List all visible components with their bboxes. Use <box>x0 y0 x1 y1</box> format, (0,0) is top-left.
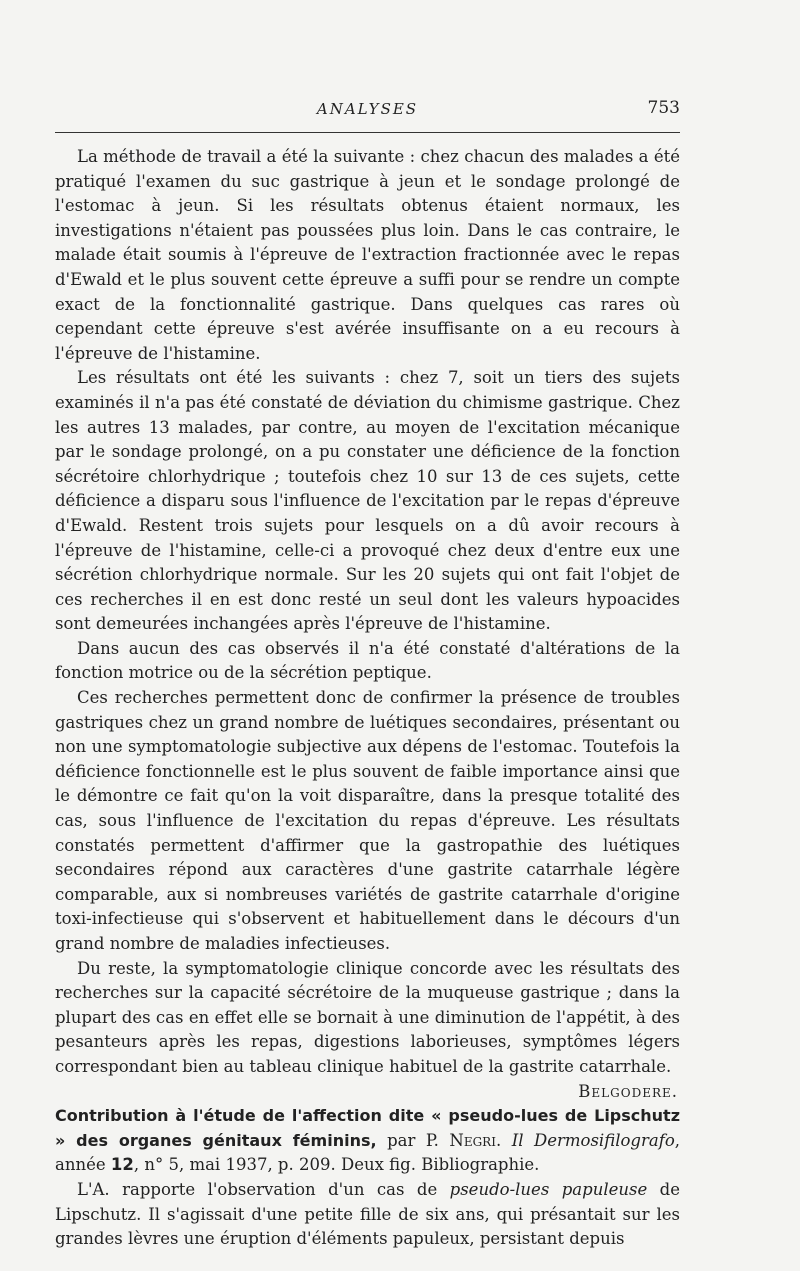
paragraph: Du reste, la symptomatologie clinique concorde avec les résultats des recherches sur la capacité sécrétoire de la muqueuse gastrique ; dans la plupart des cas en effet elle se bornait à une diminution de l'appétit, à des pesanteurs après les repas, digestions laborieuses, symptômes légers correspondant bien au tableau clinique habituel de la gastrite catarrhale. <box>55 958 680 1076</box>
paragraph <box>55 1178 680 1252</box>
body-text <box>55 145 680 1252</box>
article-text-end: de Lipschutz. Il s'agissait d'une petite fille de six ans, qui présantait sur les grandes lèvres une éruption d'éléments papuleux, persistant depuis <box>55 1179 680 1249</box>
paragraph: Dans aucun des cas observés il n'a été constaté d'altérations de la fonction motrice ou de la sécrétion peptique. <box>55 638 680 683</box>
article-text-italic: pseudo-lues papuleuse <box>449 1179 648 1199</box>
page-number: 753 <box>647 98 680 118</box>
paragraph: Les résultats ont été les suivants : chez 7, soit un tiers des sujets examinés il n'a pas été constaté de déviation du chimisme gastrique. Chez les autres 13 malades, par contre, au moyen de l'excitation mécanique par le sondage prolongé, on a pu constater une déficience de la fonction sécrétoire chlorhydrique ; toutefois chez 10 sur 13 de ces sujets, cette déficience a disparu sous l'influence de l'excitation par le repas d'épreuve d'Ewald. Restent trois sujets pour lesquels on a dû avoir recours à l'épreuve de l'histamine, celle-ci a provoqué chez deux d'entre eux une sécrétion chlorhydrique normale. Sur les 20 sujets qui ont fait l'objet de ces recherches il en est donc resté un seul dont les valeurs hypoacides sont demeurées inchangées après l'épreuve de l'histamine. <box>55 368 680 634</box>
article-journal: Il Dermosifilografo <box>511 1130 675 1150</box>
paragraph: La méthode de travail a été la suivante : chez chacun des malades a été pratiqué l'examen du suc gastrique à jeun et le sondage prolongé de l'estomac à jeun. Si les résultats obtenus étaient normaux, les investigations n'étaient pas poussées plus loin. Dans le cas contraire, le malade était soumis à l'épreuve de l'extraction fractionnée avec le repas d'Ewald et le plus souvent cette épreuve a suffi pour se rendre un compte exact de la fonctionnalité gastrique. Dans quelques cas rares où cependant cette épreuve s'est avérée insuffisante on a eu recours à l'épreuve de l'histamine. <box>55 147 680 363</box>
article-heading <box>55 1104 680 1178</box>
running-title: ANALYSES <box>316 100 419 118</box>
header-rule <box>55 132 680 133</box>
article-author-sep: . <box>495 1130 512 1150</box>
article-annee-label: , année <box>55 1130 681 1175</box>
article-title: Contribution à l'étude de l'affection dite « pseudo-lues de Lipschutz » des organes génitaux féminins, <box>55 1106 680 1150</box>
article-issue: , n° 5, mai 1937, p. 209. Deux fig. Bibliographie. <box>133 1155 540 1175</box>
article-text-start: L'A. rapporte l'observation d'un cas de <box>77 1179 450 1199</box>
running-head <box>55 98 680 124</box>
signature: Belgodere. <box>578 1081 678 1101</box>
article-author: Negri <box>449 1130 496 1150</box>
article-by: par P. <box>376 1130 450 1150</box>
paragraph: Ces recherches permettent donc de confirmer la présence de troubles gastriques chez un grand nombre de luétiques secondaires, présentant ou non une symptomatologie subjective aux dépens de l'estomac. Toutefois la déficience fonctionnelle est le plus souvent de faible importance ainsi que le démontre ce fait qu'on la voit disparaître, dans la presque totalité des cas, sous l'influence de l'excitation du repas d'épreuve. Les résultats constatés permettent d'affirmer que la gastropathie des luétiques secondaires répond aux caractères d'une gastrite catarrhale légère comparable, aux si nombreuses variétés de gastrite catarrhale d'origine toxi-infectieuse qui s'observent et habituellement dans le décours d'un grand nombre de maladies infectieuses. <box>55 688 680 953</box>
article-volume: 12 <box>110 1155 134 1175</box>
